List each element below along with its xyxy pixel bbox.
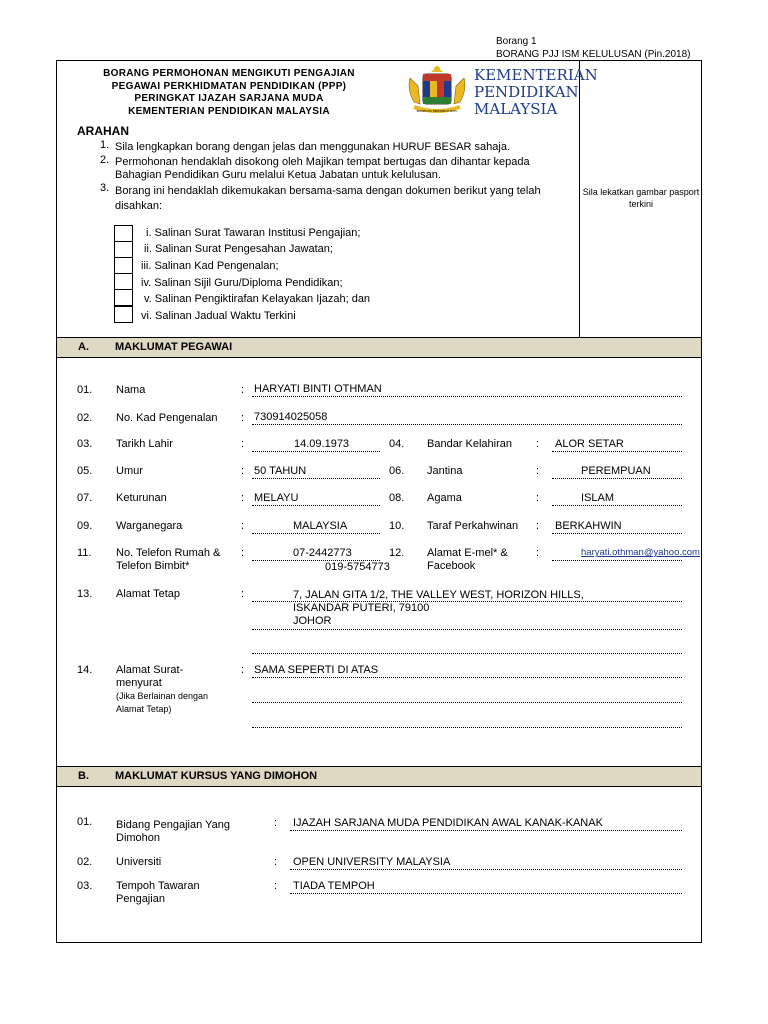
phone-label xyxy=(116,547,220,573)
address-rule xyxy=(252,601,682,602)
field-number: 11. xyxy=(77,547,92,559)
instructions-heading: ARAHAN xyxy=(77,124,129,138)
field-number: 01. xyxy=(77,384,93,396)
race-line xyxy=(252,505,380,506)
address-line-2[interactable]: ISKANDAR PUTERI, 79100 xyxy=(293,602,430,614)
marital-value[interactable]: BERKAHWIN xyxy=(555,520,622,532)
offer-period-label xyxy=(116,880,200,906)
colon: : xyxy=(536,492,540,504)
citizenship-line xyxy=(252,533,380,534)
home-phone-value[interactable]: 07-2442773 xyxy=(293,547,352,559)
colon: : xyxy=(536,547,540,559)
email-label-line: Alamat E-mel* & xyxy=(427,547,508,559)
phone-label-line: Telefon Bimbit* xyxy=(116,560,190,572)
offer-period-value[interactable]: TIADA TEMPOH xyxy=(293,880,375,892)
ministry-name xyxy=(474,67,598,118)
document-checkbox[interactable] xyxy=(114,306,133,323)
instruction-text: Permohonan hendaklah disokong oleh Majikan tempat bertugas dan dihantar kepada Bahagian Pendidikan Guru melalui Ketua Jabatan untuk kelulusan. xyxy=(115,156,530,181)
field-of-study-label-line: Bidang Pengajian Yang xyxy=(116,819,230,831)
section-a-header xyxy=(57,337,701,358)
ministry-name-line: MALAYSIA xyxy=(474,100,558,118)
colon: : xyxy=(536,438,540,450)
field-number: 03. xyxy=(77,438,93,450)
colon: : xyxy=(536,465,540,477)
offer-period-line xyxy=(290,893,682,894)
field-number: 08. xyxy=(389,492,405,504)
religion-label: Agama xyxy=(427,492,462,504)
age-value[interactable]: 50 TAHUN xyxy=(254,465,307,477)
ic-value[interactable]: 730914025058 xyxy=(254,411,328,423)
address-rule xyxy=(252,629,682,630)
document-checkbox[interactable] xyxy=(114,241,133,258)
field-number: 03. xyxy=(77,880,93,892)
ic-label: No. Kad Pengenalan xyxy=(116,412,218,424)
colon: : xyxy=(241,384,245,396)
field-of-study-value[interactable]: IJAZAH SARJANA MUDA PENDIDIKAN AWAL KANAK-KANAK xyxy=(293,817,603,829)
document-item: ii. Salinan Surat Pengesahan Jawatan; xyxy=(144,243,333,255)
email-line xyxy=(552,560,682,561)
field-of-study-label-line: Dimohon xyxy=(116,832,161,844)
instruction-number: 3. xyxy=(100,182,110,194)
citizenship-value[interactable]: MALAYSIA xyxy=(293,520,348,532)
birth-city-label: Bandar Kelahiran xyxy=(427,438,513,450)
field-number: 09. xyxy=(77,520,93,532)
gender-line xyxy=(552,478,682,479)
document-item: vi. Salinan Jadual Waktu Terkini xyxy=(141,310,296,322)
university-value[interactable]: OPEN UNIVERSITY MALAYSIA xyxy=(293,856,451,868)
field-number: 02. xyxy=(77,856,93,868)
dob-label: Tarikh Lahir xyxy=(116,438,173,450)
form-title xyxy=(62,68,396,118)
form-ref-number: Borang 1 xyxy=(496,36,537,47)
colon: : xyxy=(274,880,278,892)
birth-city-value[interactable]: ALOR SETAR xyxy=(555,438,624,450)
offer-period-label-line: Tempoh Tawaran xyxy=(116,880,200,892)
race-label: Keturunan xyxy=(116,492,167,504)
mobile-phone-value[interactable]: 019-5754773 xyxy=(325,561,390,573)
dob-value[interactable]: 14.09.1973 xyxy=(294,438,350,450)
phone-label-line: No. Telefon Rumah & xyxy=(116,547,221,559)
form-title-line: KEMENTERIAN PENDIDIKAN MALAYSIA xyxy=(128,105,330,117)
instruction-text: Sila lengkapkan borang dengan jelas dan menggunakan HURUF BESAR sahaja. xyxy=(115,141,511,153)
name-value[interactable]: HARYATI BINTI OTHMAN xyxy=(254,383,382,395)
field-number: 13. xyxy=(77,588,93,600)
religion-value[interactable]: ISLAM xyxy=(581,492,615,504)
religion-line xyxy=(552,505,682,506)
colon: : xyxy=(241,664,245,676)
email-label xyxy=(427,547,508,573)
mailing-address-note-line: Alamat Tetap) xyxy=(116,704,172,714)
marital-line xyxy=(552,533,682,534)
age-label: Umur xyxy=(116,465,143,477)
gender-label: Jantina xyxy=(427,465,463,477)
colon: : xyxy=(241,438,245,450)
address-label: Alamat Tetap xyxy=(116,588,181,600)
email-link[interactable]: haryati.othman@yahoo.com xyxy=(581,547,700,558)
mailing-address-value[interactable]: SAMA SEPERTI DI ATAS xyxy=(254,664,379,676)
field-number: 14. xyxy=(77,664,93,676)
mailing-address-note xyxy=(116,690,208,716)
section-title: MAKLUMAT PEGAWAI xyxy=(115,341,233,353)
colon: : xyxy=(241,465,245,477)
gender-value[interactable]: PEREMPUAN xyxy=(581,465,651,477)
citizenship-label: Warganegara xyxy=(116,520,183,532)
document-checkbox[interactable] xyxy=(114,273,133,290)
colon: : xyxy=(241,520,245,532)
mailing-address-label-line: menyurat xyxy=(116,677,162,689)
ic-line xyxy=(252,424,682,425)
field-of-study-label xyxy=(116,819,230,845)
birth-city-line xyxy=(552,451,682,452)
section-title: MAKLUMAT KURSUS YANG DIMOHON xyxy=(115,770,318,782)
coat-of-arms-icon xyxy=(404,64,470,116)
address-line-1[interactable]: 7, JALAN GITA 1/2, THE VALLEY WEST, HORIZON HILLS, xyxy=(293,589,584,601)
field-number: 07. xyxy=(77,492,93,504)
field-number: 06. xyxy=(389,465,405,477)
document-item: v. Salinan Pengiktirafan Kelayakan Ijazah; dan xyxy=(144,293,371,305)
field-number: 01. xyxy=(77,816,93,828)
address-rule xyxy=(252,653,682,654)
field-of-study-line xyxy=(290,830,682,831)
section-letter: B. xyxy=(78,770,89,782)
photo-box-instruction: Sila lekatkan gambar pasport terkini xyxy=(582,187,700,209)
colon: : xyxy=(241,412,245,424)
document-item: iii. Salinan Kad Pengenalan; xyxy=(141,260,279,272)
mailing-address-rule xyxy=(252,727,682,728)
colon: : xyxy=(536,520,540,532)
university-line xyxy=(290,869,682,870)
form-title-line: PEGAWAI PERKHIDMATAN PENDIDIKAN (PPP) xyxy=(111,80,347,92)
field-number: 12. xyxy=(389,547,405,559)
document-checkbox[interactable] xyxy=(114,257,133,274)
instruction-number: 1. xyxy=(100,139,110,151)
university-label: Universiti xyxy=(116,856,162,868)
name-label: Nama xyxy=(116,384,146,396)
race-value[interactable]: MELAYU xyxy=(254,492,299,504)
section-b-header xyxy=(57,766,701,787)
offer-period-label-line: Pengajian xyxy=(116,893,165,905)
document-checkbox[interactable] xyxy=(114,289,133,306)
field-number: 04. xyxy=(389,438,405,450)
dob-line xyxy=(252,451,380,452)
instruction-number: 2. xyxy=(100,154,110,166)
colon: : xyxy=(241,588,245,600)
document-checkbox[interactable] xyxy=(114,225,133,242)
field-number: 02. xyxy=(77,412,93,424)
mailing-address-label-line: Alamat Surat- xyxy=(116,664,184,676)
ministry-name-line: KEMENTERIAN xyxy=(474,66,598,84)
document-item: i. Salinan Surat Tawaran Institusi Pengajian; xyxy=(146,227,361,239)
mailing-address-rule xyxy=(252,702,682,703)
form-ref-code: BORANG PJJ ISM KELULUSAN (Pin.2018) xyxy=(496,49,691,60)
document-item: iv. Salinan Sijil Guru/Diploma Pendidikan; xyxy=(141,277,343,289)
ministry-name-line: PENDIDIKAN xyxy=(474,83,579,101)
mailing-address-label xyxy=(116,664,183,690)
name-line xyxy=(252,396,682,397)
age-line xyxy=(252,478,380,479)
svg-text:BERSEKUTU BERTAMBAH MUTU: BERSEKUTU BERTAMBAH MUTU xyxy=(416,110,458,113)
address-line-3[interactable]: JOHOR xyxy=(293,615,332,627)
colon: : xyxy=(241,547,245,559)
marital-label: Taraf Perkahwinan xyxy=(427,520,519,532)
form-title-line: PERINGKAT IJAZAH SARJANA MUDA xyxy=(134,93,324,104)
section-letter: A. xyxy=(78,341,89,353)
colon: : xyxy=(241,492,245,504)
form-title-line: BORANG PERMOHONAN MENGIKUTI PENGAJIAN xyxy=(103,68,355,79)
email-label-line: Facebook xyxy=(427,560,476,572)
mailing-address-note-line: (Jika Berlainan dengan xyxy=(116,691,209,701)
colon: : xyxy=(274,856,278,868)
colon: : xyxy=(274,817,278,829)
instruction-text: Borang ini hendaklah dikemukakan bersama-sama dengan dokumen berikut yang telah disahkan: xyxy=(115,185,541,212)
mailing-address-rule xyxy=(252,677,682,678)
field-number: 10. xyxy=(389,520,405,532)
field-number: 05. xyxy=(77,465,93,477)
